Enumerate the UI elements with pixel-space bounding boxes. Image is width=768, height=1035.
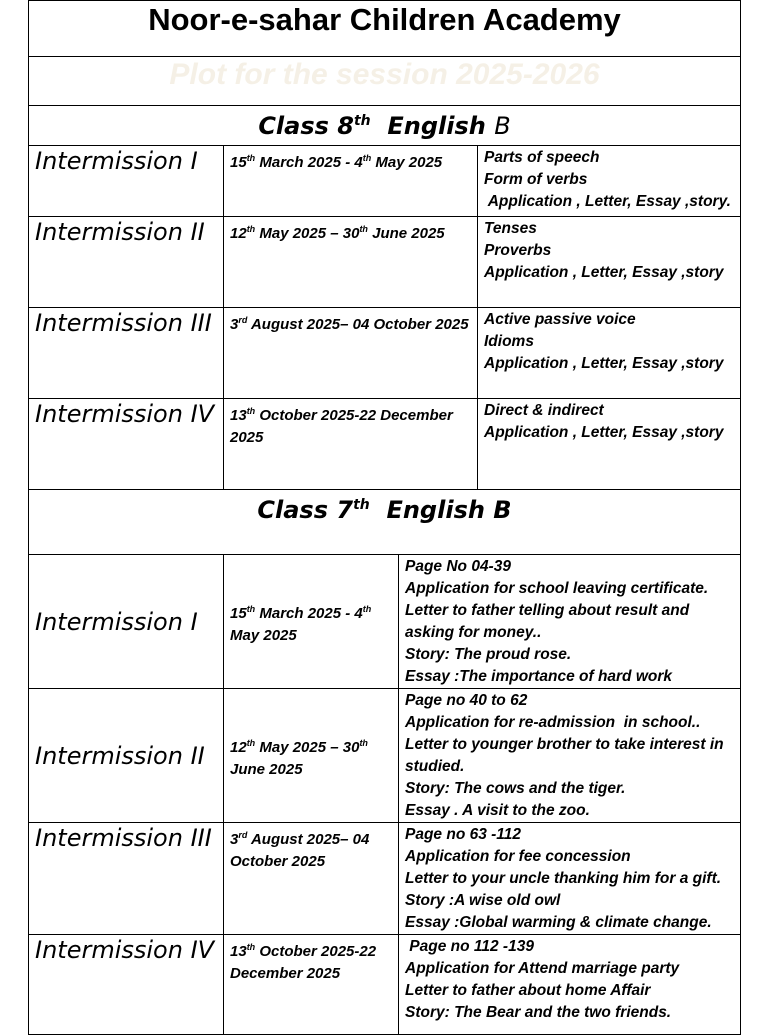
table-row [29, 823, 741, 935]
topics-cell: Direct & indirect Application , Letter, Essay ,story [478, 399, 741, 490]
date-cell: 13th October 2025-22 December 2025 [224, 399, 478, 490]
topics-cell: Page no 63 -112 Application for fee concession Letter to your uncle thanking him for a gift. Story :A wise old owl Essay :Global warming & climate change. [399, 823, 741, 935]
document-page [28, 0, 740, 1024]
plot-title: Plot for the session 2025-2026 [29, 56, 740, 105]
date-cell: 12th May 2025 – 30th June 2025 [224, 217, 478, 308]
date-cell: 15th March 2025 - 4th May 2025 [224, 146, 478, 217]
school-name: Noor-e-sahar Children Academy [29, 0, 740, 56]
table-row [29, 399, 741, 490]
term-cell: Intermission II [29, 689, 224, 823]
class7-heading: Class 7th English B [257, 496, 512, 524]
term-cell: Intermission IV [29, 935, 224, 1035]
table-row [29, 689, 741, 823]
term-cell: Intermission I [29, 555, 224, 689]
term-cell: Intermission I [29, 146, 224, 217]
date-cell: 12th May 2025 – 30th June 2025 [224, 689, 399, 823]
term-cell: Intermission III [29, 308, 224, 399]
class7-table [28, 554, 741, 1035]
date-cell: 3rd August 2025– 04 October 2025 [224, 308, 478, 399]
schedule-table [28, 0, 741, 1035]
topics-cell: Parts of speech Form of verbs Application , Letter, Essay ,story. [478, 146, 741, 217]
table-row [29, 935, 741, 1035]
table-row [29, 555, 741, 689]
topics-cell: Page no 112 -139 Application for Attend marriage party Letter to father about home Affair Story: The Bear and the two friends. [399, 935, 741, 1035]
date-cell: 15th March 2025 - 4th May 2025 [224, 555, 399, 689]
term-cell: Intermission IV [29, 399, 224, 490]
topics-cell: Active passive voice Idioms Application , Letter, Essay ,story [478, 308, 741, 399]
table-row [29, 308, 741, 399]
topics-cell: Page no 40 to 62 Application for re-admission in school.. Letter to younger brother to take interest in studied. Story: The cows and the tiger. Essay . A visit to the zoo. [399, 689, 741, 823]
class8-table [28, 145, 741, 490]
topics-cell: Page No 04-39 Application for school leaving certificate. Letter to father telling about result and asking for money.. Story: The proud rose. Essay :The importance of hard work [399, 555, 741, 689]
topics-cell: Tenses Proverbs Application , Letter, Essay ,story [478, 217, 741, 308]
date-cell: 3rd August 2025– 04 October 2025 [224, 823, 399, 935]
table-row [29, 217, 741, 308]
term-cell: Intermission III [29, 823, 224, 935]
class8-heading: Class 8th English B [29, 105, 740, 145]
term-cell: Intermission II [29, 217, 224, 308]
table-row [29, 146, 741, 217]
date-cell: 13th October 2025-22 December 2025 [224, 935, 399, 1035]
